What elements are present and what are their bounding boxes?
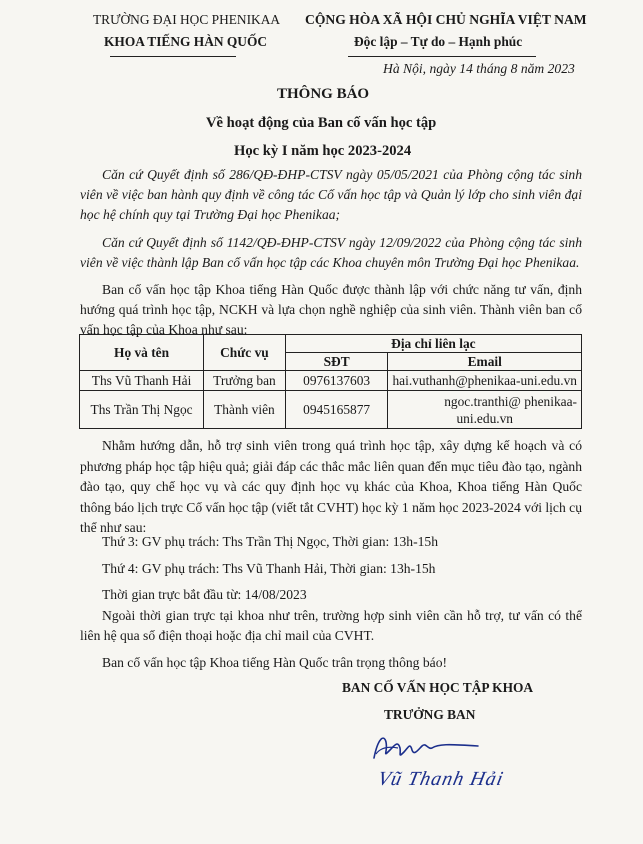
contact-paragraph: Ngoài thời gian trực tại khoa như trên, trường hợp sinh viên cần hỗ trợ, tư vấn có thể liên hệ qua số điện thoại hoặc địa chỉ mail của CVHT. <box>80 608 582 643</box>
place-date: Hà Nội, ngày 14 tháng 8 năm 2023 <box>383 61 575 76</box>
signer-organization: BAN CỐ VẤN HỌC TẬP KHOA <box>342 680 534 695</box>
purpose-paragraph: Nhằm hướng dẫn, hỗ trợ sinh viên trong quá trình học tập, xây dựng kế hoạch và có phương pháp học tập hiệu quả; giải đáp các thắc mắc liên quan đến mục tiêu đào tạo, ngành đào tạo, quy chế học vụ và các quy định học vụ khác của Khoa, Khoa tiếng Hàn Quốc thông báo lịch trực Cố vấn học tập (viết tắt CVHT) học kỳ 1 năm học 2023-2024 với lịch cụ thể như sau: <box>80 438 582 535</box>
closing-line: Ban cố vấn học tập Khoa tiếng Hàn Quốc trân trọng thông báo! <box>102 655 448 670</box>
cell-phone: 0945165877 <box>285 391 388 429</box>
cell-name: Ths Vũ Thanh Hải <box>80 371 204 391</box>
start-date: Thời gian trực bắt đầu từ: 14/08/2023 <box>102 587 307 602</box>
cell-email-line: uni.edu.vn <box>456 410 513 426</box>
signature-mark <box>368 728 488 768</box>
cell-email <box>388 391 582 429</box>
university-name: TRƯỜNG ĐẠI HỌC PHENIKAA <box>93 12 281 27</box>
motto-underline <box>348 56 536 57</box>
notice-semester: Học kỳ I năm học 2023-2024 <box>234 143 412 159</box>
cell-role: Thành viên <box>204 391 286 429</box>
republic-name: CỘNG HÒA XÃ HỘI CHỦ NGHĨA VIỆT NAM <box>305 12 587 27</box>
cell-name: Ths Trần Thị Ngọc <box>80 391 204 429</box>
signature-handwritten-name: Vũ Thanh Hải <box>375 768 506 790</box>
col-header-name: Họ và tên <box>80 335 204 371</box>
col-header-role: Chức vụ <box>204 335 286 371</box>
table-row <box>80 391 582 429</box>
col-header-phone: SĐT <box>285 353 388 371</box>
faculty-name: KHOA TIẾNG HÀN QUỐC <box>104 34 268 49</box>
legal-basis-1: Căn cứ Quyết định số 286/QĐ-ĐHP-CTSV ngày 05/05/2021 của Phòng cộng tác sinh viên về việc ban hành quy định về công tác Cố vấn học tập và Quản lý lớp cho sinh viên đại học hệ chính quy tại Trường Đại học Phenikaa; <box>80 167 582 222</box>
notice-title: THÔNG BÁO <box>277 86 370 102</box>
cell-phone: 0976137603 <box>285 371 388 391</box>
table-row <box>80 371 582 391</box>
faculty-underline <box>110 56 236 57</box>
legal-basis-2: Căn cứ Quyết định số 1142/QĐ-ĐHP-CTSV ngày 12/09/2022 của Phòng cộng tác sinh viên về việc thành lập Ban cố vấn học tập các Khoa chuyên môn Trường Đại học Phenikaa. <box>80 235 582 270</box>
cell-email: hai.vuthanh@phenikaa-uni.edu.vn <box>388 371 582 391</box>
schedule-wednesday: Thứ 4: GV phụ trách: Ths Vũ Thanh Hải, Thời gian: 13h-15h <box>102 561 436 576</box>
notice-subtitle: Về hoạt động của Ban cố vấn học tập <box>206 115 437 131</box>
advisor-table <box>79 334 582 429</box>
col-header-contact: Địa chỉ liên lạc <box>285 335 581 353</box>
schedule-tuesday: Thứ 3: GV phụ trách: Ths Trần Thị Ngọc, Thời gian: 13h-15h <box>102 534 439 549</box>
cell-role: Trưởng ban <box>204 371 286 391</box>
signer-title: TRƯỞNG BAN <box>384 707 476 722</box>
national-motto: Độc lập – Tự do – Hạnh phúc <box>354 34 523 49</box>
cell-email-line: ngoc.tranthi@ phenikaa- <box>444 393 577 409</box>
col-header-email: Email <box>388 353 582 371</box>
intro-paragraph: Ban cố vấn học tập Khoa tiếng Hàn Quốc được thành lập với chức năng tư vấn, định hướng quá trình học tập, NCKH và lựa chọn nghề nghiệp của sinh viên. Thành viên ban cố vấn học tập của Khoa như sau: <box>80 282 582 337</box>
